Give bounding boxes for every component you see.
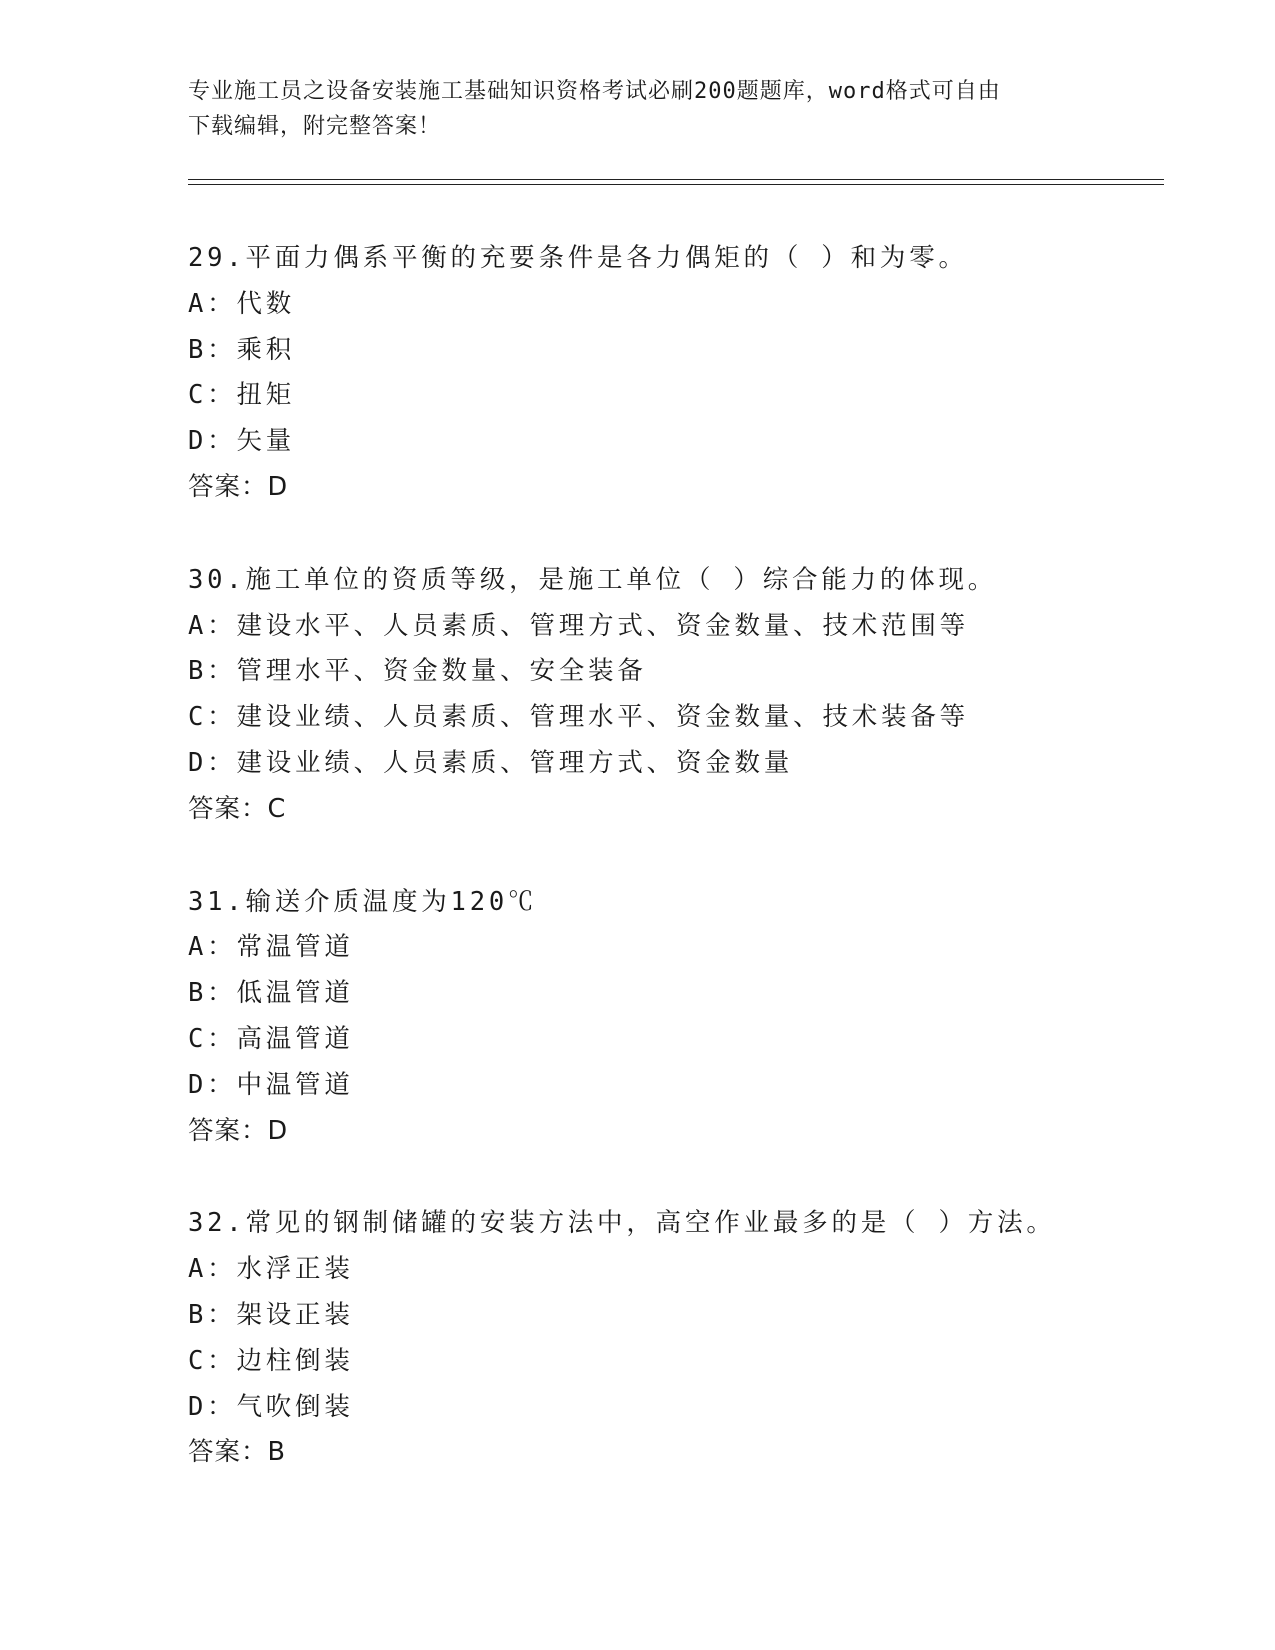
option-a: A：代数 bbox=[188, 288, 296, 319]
header-divider-top bbox=[188, 179, 1164, 180]
option-c: C：高温管道 bbox=[188, 1023, 354, 1054]
question-stem: 31.输送介质温度为120℃ bbox=[188, 886, 538, 917]
option-c: C：边柱倒装 bbox=[188, 1345, 354, 1376]
document-header bbox=[188, 74, 1078, 144]
answer-line: 答案：C bbox=[188, 793, 287, 824]
header-title-line-2: 下载编辑，附完整答案！ bbox=[188, 114, 442, 139]
option-d: D：气吹倒装 bbox=[188, 1391, 354, 1422]
answer-line: 答案：D bbox=[188, 471, 289, 502]
question-stem: 29.平面力偶系平衡的充要条件是各力偶矩的（ ）和为零。 bbox=[188, 243, 968, 273]
option-a: A：水浮正装 bbox=[188, 1254, 354, 1285]
option-c: C：建设业绩、人员素质、管理水平、资金数量、技术装备等 bbox=[188, 702, 969, 733]
option-b: B：低温管道 bbox=[188, 978, 354, 1009]
header-title-line-1: 专业施工员之设备安装施工基础知识资格考试必刷200题题库，word格式可自由 bbox=[188, 79, 1001, 104]
question-30 bbox=[188, 558, 1148, 833]
option-d: D：矢量 bbox=[188, 426, 296, 457]
question-29 bbox=[188, 236, 1148, 511]
option-b: B：乘积 bbox=[188, 334, 296, 365]
question-32 bbox=[188, 1201, 1148, 1476]
option-d: D：建设业绩、人员素质、管理方式、资金数量 bbox=[188, 747, 794, 778]
question-stem: 32.常见的钢制储罐的安装方法中，高空作业最多的是（ ）方法。 bbox=[188, 1208, 1056, 1239]
option-c: C：扭矩 bbox=[188, 380, 296, 411]
question-stem: 30.施工单位的资质等级，是施工单位（ ）综合能力的体现。 bbox=[188, 564, 998, 595]
answer-line: 答案：B bbox=[188, 1437, 286, 1468]
header-divider-bottom bbox=[188, 184, 1164, 185]
option-d: D：中温管道 bbox=[188, 1069, 354, 1100]
answer-line: 答案：D bbox=[188, 1115, 289, 1146]
question-31 bbox=[188, 880, 1148, 1155]
option-b: B：架设正装 bbox=[188, 1299, 354, 1330]
option-a: A：建设水平、人员素质、管理方式、资金数量、技术范围等 bbox=[188, 610, 969, 641]
option-a: A：常温管道 bbox=[188, 932, 354, 963]
question-list bbox=[188, 236, 1148, 1523]
option-b: B：管理水平、资金数量、安全装备 bbox=[188, 656, 647, 687]
